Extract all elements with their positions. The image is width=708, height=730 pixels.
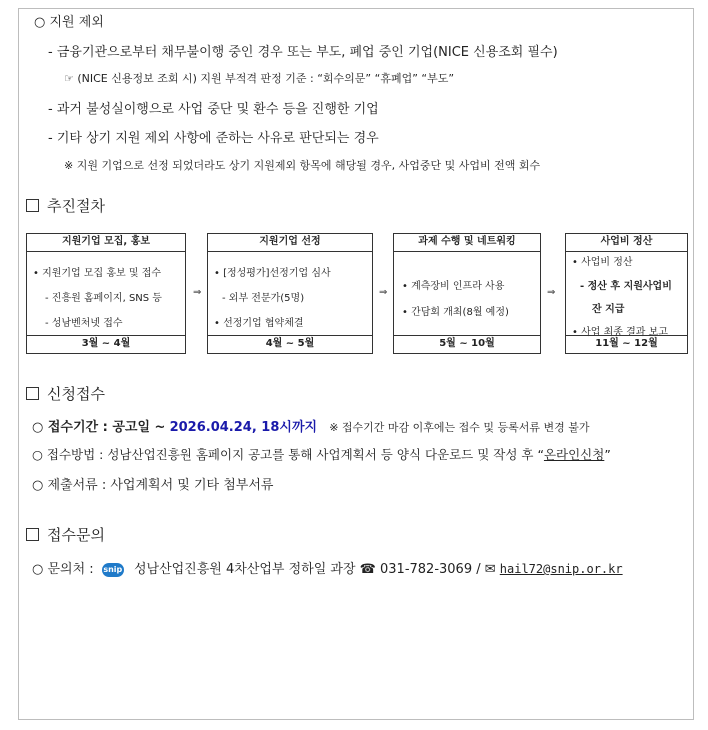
- step-period: 3월 ~ 4월: [27, 335, 185, 353]
- snip-logo-icon: snip: [102, 563, 124, 577]
- step-line: • 사업 최종 결과 보고: [572, 327, 668, 338]
- step-line: • 사업비 정산: [572, 257, 633, 268]
- application-documents: ○ 제출서류 : 사업계획서 및 기타 첨부서류: [32, 478, 274, 493]
- inquiry-label: ○ 문의처 :: [32, 562, 94, 577]
- step-line: • 간담회 개최(8월 예정): [402, 307, 509, 318]
- step-line: • 선정기업 협약체결: [214, 318, 304, 329]
- step-header: 지원기업 선정: [208, 234, 372, 252]
- exclusion-note-2: ※ 지원 기업으로 선정 되었더라도 상기 지원제외 항목에 해당될 경우, 사업중단 및 사업비 전액 회수: [64, 159, 541, 172]
- step-line: - 진흥원 홈페이지, SNS 등: [45, 293, 162, 304]
- step-header: 과제 수행 및 네트워킹: [394, 234, 540, 252]
- step-line: • 지원기업 모집 홍보 및 접수: [33, 268, 162, 279]
- step-line: • [정성평가]선정기업 심사: [214, 268, 331, 279]
- step-line: • 계측장비 인프라 사용: [402, 281, 505, 292]
- application-method: [32, 445, 611, 463]
- step-line: - 정산 후 지원사업비: [580, 281, 672, 292]
- exclusion-note-1: ☞ (NICE 신용정보 조회 시) 지원 부적격 판정 기준 : “회수의문” “휴폐업” “부도”: [64, 72, 455, 85]
- step-line: - 성남벤처넷 접수: [45, 318, 123, 329]
- section-inquiry: [26, 524, 105, 545]
- step-period: 5월 ~ 10월: [394, 335, 540, 353]
- section-application-title: 신청접수: [47, 385, 105, 403]
- exclusion-heading: ○ 지원 제외: [34, 15, 104, 30]
- step-line: - 외부 전문가(5명): [222, 293, 305, 304]
- section-square-icon: [26, 387, 39, 400]
- step-header: 지원기업 모집, 홍보: [27, 234, 185, 252]
- process-step-4: [565, 233, 688, 354]
- period-label: ○ 접수기간 : 공고일 ~: [32, 420, 166, 435]
- process-step-1: [26, 233, 186, 354]
- step-period: 4월 ~ 5월: [208, 335, 372, 353]
- step-period: 11월 ~ 12월: [566, 335, 687, 353]
- arrow-icon: ⇒: [547, 287, 556, 298]
- section-procedure: [26, 195, 105, 216]
- exclusion-item-1: - 금융기관으로부터 채무불이행 중인 경우 또는 부도, 폐업 중인 기업(NICE 신용조회 필수): [48, 45, 558, 60]
- arrow-icon: ⇒: [379, 287, 388, 298]
- section-inquiry-title: 접수문의: [47, 526, 105, 544]
- inquiry-contact: [32, 558, 623, 577]
- email-link[interactable]: hail72@snip.or.kr: [499, 562, 623, 576]
- process-step-2: [207, 233, 373, 354]
- online-application-link[interactable]: 온라인신청: [543, 447, 605, 462]
- method-suffix: ”: [604, 447, 611, 462]
- inquiry-contact-text: 성남산업진흥원 4차산업부 정하일 과장 ☎ 031-782-3069 / ✉: [133, 562, 496, 577]
- application-period: [32, 416, 590, 435]
- section-square-icon: [26, 199, 39, 212]
- method-text: ○ 접수방법 : 성남산업진흥원 홈페이지 공고를 통해 사업계획서 등 양식 다운로드 및 작성 후 “: [32, 447, 544, 462]
- section-procedure-title: 추진절차: [47, 197, 105, 215]
- process-step-3: [393, 233, 541, 354]
- section-application: [26, 383, 105, 404]
- step-header: 사업비 정산: [566, 234, 687, 252]
- period-value: 2026.04.24, 18시까지: [169, 420, 318, 435]
- period-note: ※ 접수기간 마감 이후에는 접수 및 등록서류 변경 불가: [329, 421, 590, 434]
- exclusion-item-2: - 과거 불성실이행으로 사업 중단 및 환수 등을 진행한 기업: [48, 102, 379, 117]
- step-line: 잔 지급: [592, 304, 625, 315]
- section-square-icon: [26, 528, 39, 541]
- arrow-icon: ⇒: [193, 287, 202, 298]
- exclusion-item-3: - 기타 상기 지원 제외 사항에 준하는 사유로 판단되는 경우: [48, 131, 379, 146]
